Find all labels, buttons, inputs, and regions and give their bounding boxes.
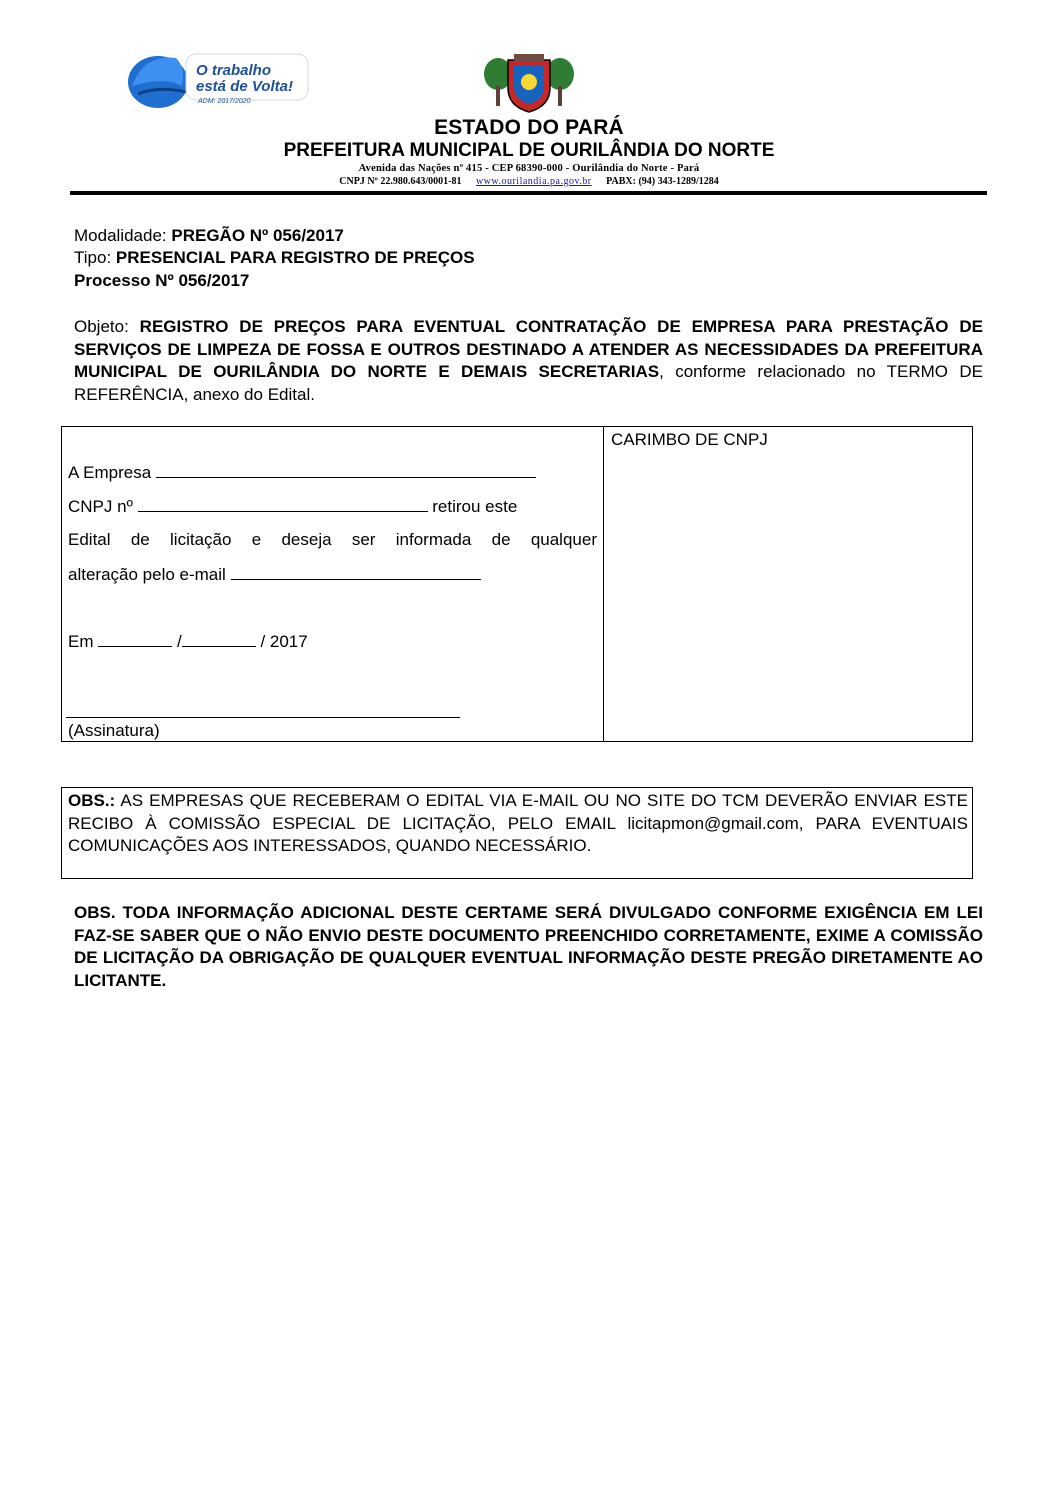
logo-adm: ADM: 2017/2020 <box>198 98 251 105</box>
date-row <box>68 631 308 652</box>
edital-line: Edital de licitação e deseja ser informada de qualquer <box>68 530 597 549</box>
website-link[interactable]: www.ourilandia.pa.gov.br <box>475 176 592 187</box>
email-row <box>68 564 481 585</box>
tipo-label: Tipo: <box>74 248 112 267</box>
retirou-text: retirou este <box>432 497 518 516</box>
em-label: Em <box>68 632 94 651</box>
email-field[interactable] <box>231 564 481 580</box>
tipo-line <box>74 247 475 269</box>
state-title: ESTADO DO PARÁ <box>434 116 624 139</box>
empresa-row <box>68 462 536 483</box>
obs-text: AS EMPRESAS QUE RECEBERAM O EDITAL VIA E-MAIL OU NO SITE DO TCM DEVERÃO ENVIAR ESTE RECIBO À COMISSÃO ESPECIAL DE LICITAÇÃO, PELO EMAIL licitapmon@gmail.com, PARA EVENTUAIS COMUNICAÇÕES AOS INTERESSADOS, QUANDO NECESSÁRIO. <box>68 791 968 855</box>
obs-paragraph <box>68 790 968 858</box>
empresa-label: A Empresa <box>68 463 152 482</box>
objeto-bold-text: REGISTRO DE PREÇOS PARA EVENTUAL CONTRATAÇÃO DE EMPRESA PARA PRESTAÇÃO DE SERVIÇOS DE LIMPEZA DE FOSSA E OUTROS DESTINADO A ATENDER AS NECESSIDADES DA PREFEITURA MUNICIPAL DE OURILÂNDIA DO NORTE E DEMAIS SECRETARIAS <box>74 317 983 381</box>
cnpj-text: CNPJ Nº 22.980.643/0001-81 <box>339 176 462 187</box>
obs-label: OBS.: <box>68 791 116 810</box>
objeto-paragraph <box>74 316 983 406</box>
obs-additional-paragraph: OBS. TODA INFORMAÇÃO ADICIONAL DESTE CERTAME SERÁ DIVULGADO CONFORME EXIGÊNCIA EM LEI FAZ-SE SABER QUE O NÃO ENVIO DESTE DOCUMENTO PREENCHIDO CORRETAMENTE, EXIME A COMISSÃO DE LICITAÇÃO DA OBRIGAÇÃO DE QUALQUER EVENTUAL INFORMAÇÃO DESTE PREGÃO DIRETAMENTE AO LICITANTE. <box>74 903 983 990</box>
date-slash: / <box>176 632 182 651</box>
cnpj-stamp-label: CARIMBO DE CNPJ <box>611 430 768 449</box>
cnpj-label: CNPJ nº <box>68 497 133 516</box>
modalidade-line <box>74 225 344 247</box>
campaign-logo <box>124 46 314 112</box>
signature-label: (Assinatura) <box>68 721 160 740</box>
tipo-value: PRESENCIAL PARA REGISTRO DE PREÇOS <box>115 248 475 267</box>
cnpj-field[interactable] <box>138 496 428 512</box>
address-line: Avenida das Nações nº 415 - CEP 68390-000 - Ourilândia do Norte - Pará <box>358 163 700 174</box>
modalidade-value: PREGÃO Nº 056/2017 <box>171 226 344 245</box>
email-label: alteração pelo e-mail <box>68 565 226 584</box>
header-rule <box>70 191 987 195</box>
month-field[interactable] <box>182 631 256 647</box>
day-field[interactable] <box>98 631 172 647</box>
contact-line <box>0 176 1058 187</box>
cnpj-row <box>68 496 517 517</box>
modalidade-label: Modalidade: <box>74 226 167 245</box>
municipal-crest-icon <box>484 50 574 114</box>
objeto-rest-text: , conforme relacionado no TERMO DE REFERÊNCIA, anexo do Edital. <box>74 362 984 404</box>
empresa-field[interactable] <box>156 462 536 478</box>
logo-line2: está de Volta! <box>196 78 293 95</box>
year-text: / 2017 <box>260 632 308 651</box>
objeto-label: Objeto: <box>74 317 129 336</box>
phone-text: PABX: (94) 343-1289/1284 <box>606 176 719 187</box>
form-divider <box>603 426 604 742</box>
processo-line: Processo Nº 056/2017 <box>74 271 250 290</box>
prefeitura-title: PREFEITURA MUNICIPAL DE OURILÂNDIA DO NORTE <box>283 140 775 161</box>
logo-line1: O trabalho <box>196 62 272 79</box>
signature-field[interactable] <box>66 717 460 718</box>
